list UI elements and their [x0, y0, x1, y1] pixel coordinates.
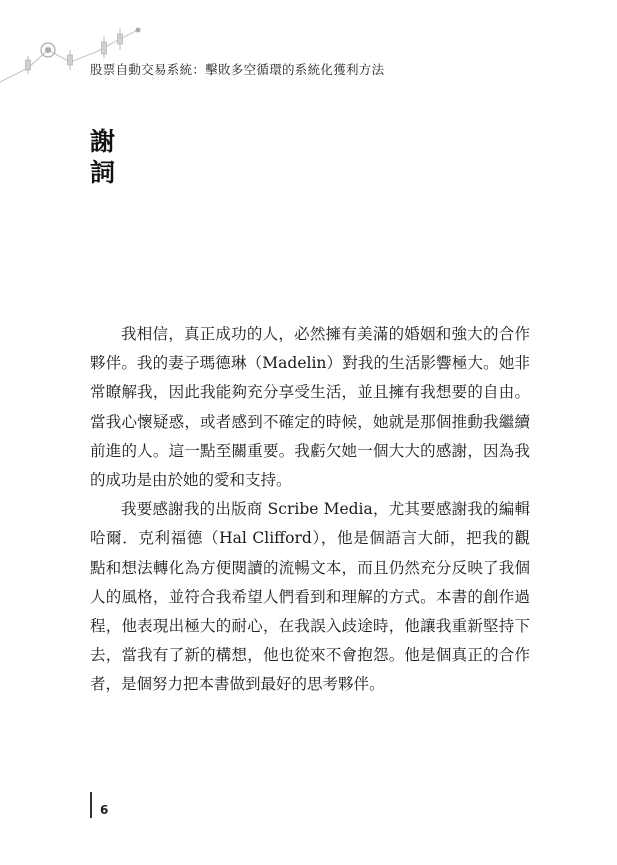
body-text — [90, 320, 530, 700]
footer-divider — [90, 792, 92, 818]
page-number: 6 — [100, 803, 109, 817]
chapter-heading — [90, 126, 115, 188]
heading-char-1: 謝 — [90, 127, 116, 156]
paragraph-2: 我要感謝我的出版商 Scribe Media，尤其要感謝我的編輯哈爾．克利福德（Hal Clifford），他是個語言大師，把我的觀點和想法轉化為方便閱讀的流暢文本，而且仍然充分反映了我個人的風格，並符合我希望人們看到和理解的方式。本書的創作過程，他表現出極大的耐心，在我誤入歧途時，他讓我重新堅持下去，當我有了新的構想，他也從來不會抱怨。他是個真正的合作者，是個努力把本書做到最好的思考夥伴。 — [90, 500, 530, 694]
heading-char-2: 詞 — [90, 158, 116, 187]
running-header: 股票自動交易系統：擊敗多空循環的系統化獲利方法 — [90, 62, 385, 77]
paragraph-1: 我相信，真正成功的人，必然擁有美滿的婚姻和強大的合作夥伴。我的妻子瑪德琳（Madelin）對我的生活影響極大。她非常瞭解我，因此我能夠充分享受生活，並且擁有我想要的自由。當我心懷疑惑，或者感到不確定的時候，她就是那個推動我繼續前進的人。這一點至關重要。我虧欠她一個大大的感謝，因為我的成功是由於她的愛和支持。 — [90, 325, 530, 490]
chart-line-decoration — [0, 0, 160, 95]
